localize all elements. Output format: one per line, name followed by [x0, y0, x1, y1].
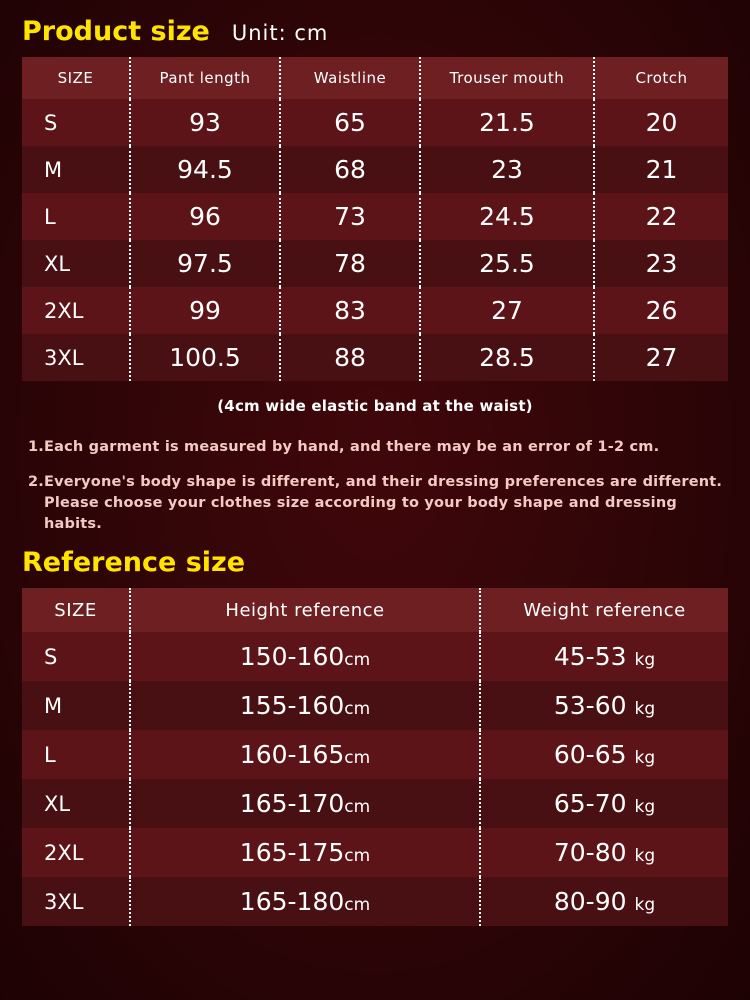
table-row — [22, 828, 728, 877]
table-row — [22, 240, 728, 287]
cell-height — [130, 828, 480, 877]
cell-size: L — [22, 193, 130, 240]
cell-height — [130, 681, 480, 730]
cell-pant-length: 94.5 — [130, 146, 280, 193]
cell-weight — [480, 877, 728, 926]
height-unit: cm — [344, 748, 371, 769]
column-header-height-reference: Height reference — [130, 588, 480, 632]
measurement-notes — [22, 437, 728, 535]
cell-trouser-mouth: 23 — [420, 146, 594, 193]
cell-size: M — [22, 681, 130, 730]
cell-waistline: 88 — [280, 334, 420, 381]
column-header-weight-reference: Weight reference — [480, 588, 728, 632]
cell-pant-length: 93 — [130, 99, 280, 146]
height-value: 155-160 — [239, 691, 345, 721]
height-unit: cm — [344, 895, 371, 916]
table-row — [22, 146, 728, 193]
height-unit: cm — [344, 699, 371, 720]
cell-size: 3XL — [22, 877, 130, 926]
cell-trouser-mouth: 25.5 — [420, 240, 594, 287]
cell-waistline: 78 — [280, 240, 420, 287]
cell-trouser-mouth: 27 — [420, 287, 594, 334]
table-row — [22, 877, 728, 926]
cell-pant-length: 99 — [130, 287, 280, 334]
product-size-table — [22, 57, 728, 381]
reference-size-table — [22, 588, 728, 926]
cell-crotch: 23 — [645, 249, 678, 278]
cell-size: 3XL — [22, 334, 130, 381]
cell-crotch: 27 — [645, 343, 678, 372]
cell-height — [130, 632, 480, 681]
cell-crotch: 21 — [645, 155, 678, 184]
height-value: 165-180 — [239, 887, 345, 917]
cell-height — [130, 877, 480, 926]
height-value: 150-160 — [239, 642, 345, 672]
table-row — [22, 334, 728, 381]
column-header-trouser-mouth: Trouser mouth — [420, 57, 594, 99]
cell-size: S — [22, 632, 130, 681]
table-row — [22, 287, 728, 334]
cell-size: XL — [22, 779, 130, 828]
reference-size-title: Reference size — [22, 547, 246, 579]
height-unit: cm — [344, 797, 371, 818]
weight-unit: kg — [634, 650, 656, 671]
column-header-size: SIZE — [22, 588, 130, 632]
cell-crotch: 22 — [645, 202, 678, 231]
table-row — [22, 730, 728, 779]
cell-pant-length: 97.5 — [130, 240, 280, 287]
cell-crotch: 26 — [645, 296, 678, 325]
cell-weight — [480, 730, 728, 779]
column-header-pant-length: Pant length — [130, 57, 280, 99]
page-title: Product size — [22, 16, 210, 47]
cell-size: 2XL — [22, 287, 130, 334]
weight-value: 70-80 — [553, 838, 627, 868]
weight-value: 45-53 — [553, 642, 627, 672]
unit-label: Unit: cm — [231, 21, 329, 45]
cell-weight — [480, 828, 728, 877]
cell-size: L — [22, 730, 130, 779]
cell-crotch: 20 — [645, 108, 678, 137]
cell-waistline: 65 — [280, 99, 420, 146]
weight-unit: kg — [634, 699, 656, 720]
product-size-heading — [22, 0, 728, 45]
note-body-shape — [28, 472, 728, 535]
cell-height — [130, 779, 480, 828]
weight-value: 60-65 — [553, 740, 627, 770]
column-header-crotch: Crotch — [594, 57, 728, 99]
cell-size: S — [22, 99, 130, 146]
table-row — [22, 99, 728, 146]
weight-value: 53-60 — [553, 691, 627, 721]
weight-value: 65-70 — [553, 789, 627, 819]
cell-weight — [480, 632, 728, 681]
elastic-band-note: (4cm wide elastic band at the waist) — [217, 397, 533, 415]
height-value: 165-170 — [239, 789, 345, 819]
height-value: 160-165 — [239, 740, 345, 770]
weight-unit: kg — [634, 797, 656, 818]
cell-size: XL — [22, 240, 130, 287]
table-row — [22, 632, 728, 681]
cell-pant-length: 96 — [130, 193, 280, 240]
cell-trouser-mouth: 28.5 — [420, 334, 594, 381]
table-row — [22, 193, 728, 240]
cell-height — [130, 730, 480, 779]
note-measurement-error: 1.Each garment is measured by hand, and there may be an error of 1-2 cm. — [28, 439, 660, 455]
cell-pant-length: 100.5 — [130, 334, 280, 381]
table-header-row — [22, 588, 728, 632]
column-header-waistline: Waistline — [280, 57, 420, 99]
table-row — [22, 779, 728, 828]
cell-size: M — [22, 146, 130, 193]
cell-waistline: 83 — [280, 287, 420, 334]
cell-size: 2XL — [22, 828, 130, 877]
height-unit: cm — [344, 650, 371, 671]
cell-trouser-mouth: 21.5 — [420, 99, 594, 146]
cell-waistline: 68 — [280, 146, 420, 193]
weight-value: 80-90 — [553, 887, 627, 917]
table-row — [22, 681, 728, 730]
height-value: 165-175 — [239, 838, 345, 868]
table-header-row — [22, 57, 728, 99]
note-body-shape-line1: 2.Everyone's body shape is different, and their dressing preferences are different. — [28, 474, 723, 491]
column-header-size: SIZE — [22, 57, 130, 99]
cell-waistline: 73 — [280, 193, 420, 240]
height-unit: cm — [344, 846, 371, 867]
weight-unit: kg — [634, 846, 656, 867]
note-body-shape-line2: Please choose your clothes size according to your body shape and dressing habits. — [44, 495, 677, 533]
weight-unit: kg — [634, 748, 656, 769]
cell-trouser-mouth: 24.5 — [420, 193, 594, 240]
cell-weight — [480, 681, 728, 730]
cell-weight — [480, 779, 728, 828]
weight-unit: kg — [634, 895, 656, 916]
